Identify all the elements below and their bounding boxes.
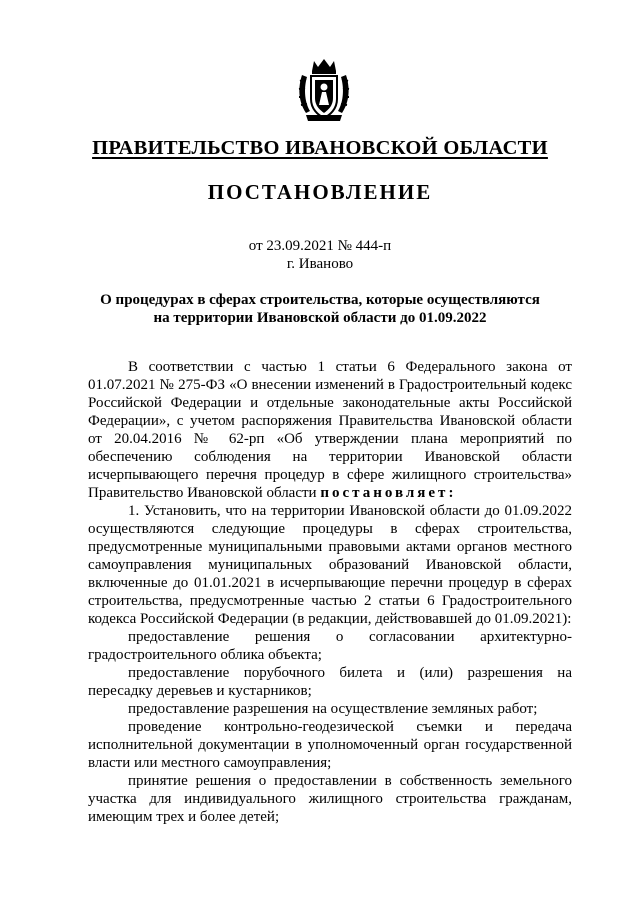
intro-text: В соответствии с частью 1 статьи 6 Федерального закона от 01.07.2021 № 275-ФЗ «О внесении изменений в Градостроительный кодекс Российской Федерации и отдельные законодательные акты Российской Федерации», с учетом распоряжения Правительства Ивановской области от 20.04.2016 № 62-рп «Об утверждении плана мероприятий по обеспечению соблюдения на территории Ивановской области исчерпывающего перечня процедур в сфере жилищного строительства» Правительство Ивановской области [88, 359, 572, 501]
procedure-item: проведение контрольно-геодезической съемки и передача исполнительной документации в уполномоченный орган государственной власти или местного самоуправления; [88, 719, 572, 771]
item-1-paragraph: 1. Установить, что на территории Ивановской области до 01.09.2022 осуществляются следующие процедуры в сферах строительства, предусмотренные муниципальными правовыми актами органов местного самоуправления муниципальных образований Ивановской области, включенные до 01.01.2021 в исчерпывающие перечни процедур в сферах строительства, предусмотренные частью 2 статьи 6 Градостроительного кодекса Российской Федерации (в редакции, действовавшей до 01.09.2021): [88, 503, 572, 627]
coat-of-arms-icon [296, 57, 352, 123]
procedure-item: предоставление порубочного билета и (или) разрешения на пересадку деревьев и кустарников; [88, 665, 572, 699]
intro-paragraph [88, 358, 572, 502]
document-title [70, 291, 570, 327]
procedure-item: предоставление разрешения на осуществление земляных работ; [128, 701, 538, 717]
decree-colon: : [448, 485, 454, 501]
document-type: ПОСТАНОВЛЕНИЕ [207, 180, 433, 204]
organization-name: ПРАВИТЕЛЬСТВО ИВАНОВСКОЙ ОБЛАСТИ [92, 137, 548, 159]
procedure-item: предоставление решения о согласовании архитектурно-градостроительного облика объекта; [88, 629, 572, 663]
document-date-number: от 23.09.2021 № 444-п [248, 238, 392, 254]
title-line-2: на территории Ивановской области до 01.09.2022 [153, 310, 487, 326]
procedure-item: принятие решения о предоставлении в собственность земельного участка для индивидуального жилищного строительства гражданам, имеющим трех и более детей; [88, 773, 572, 825]
title-line-1: О процедурах в сферах строительства, которые осуществляются [100, 292, 540, 308]
document-body [88, 358, 572, 826]
decree-word: постановляет [320, 485, 449, 501]
document-city: г. Иваново [286, 256, 354, 272]
